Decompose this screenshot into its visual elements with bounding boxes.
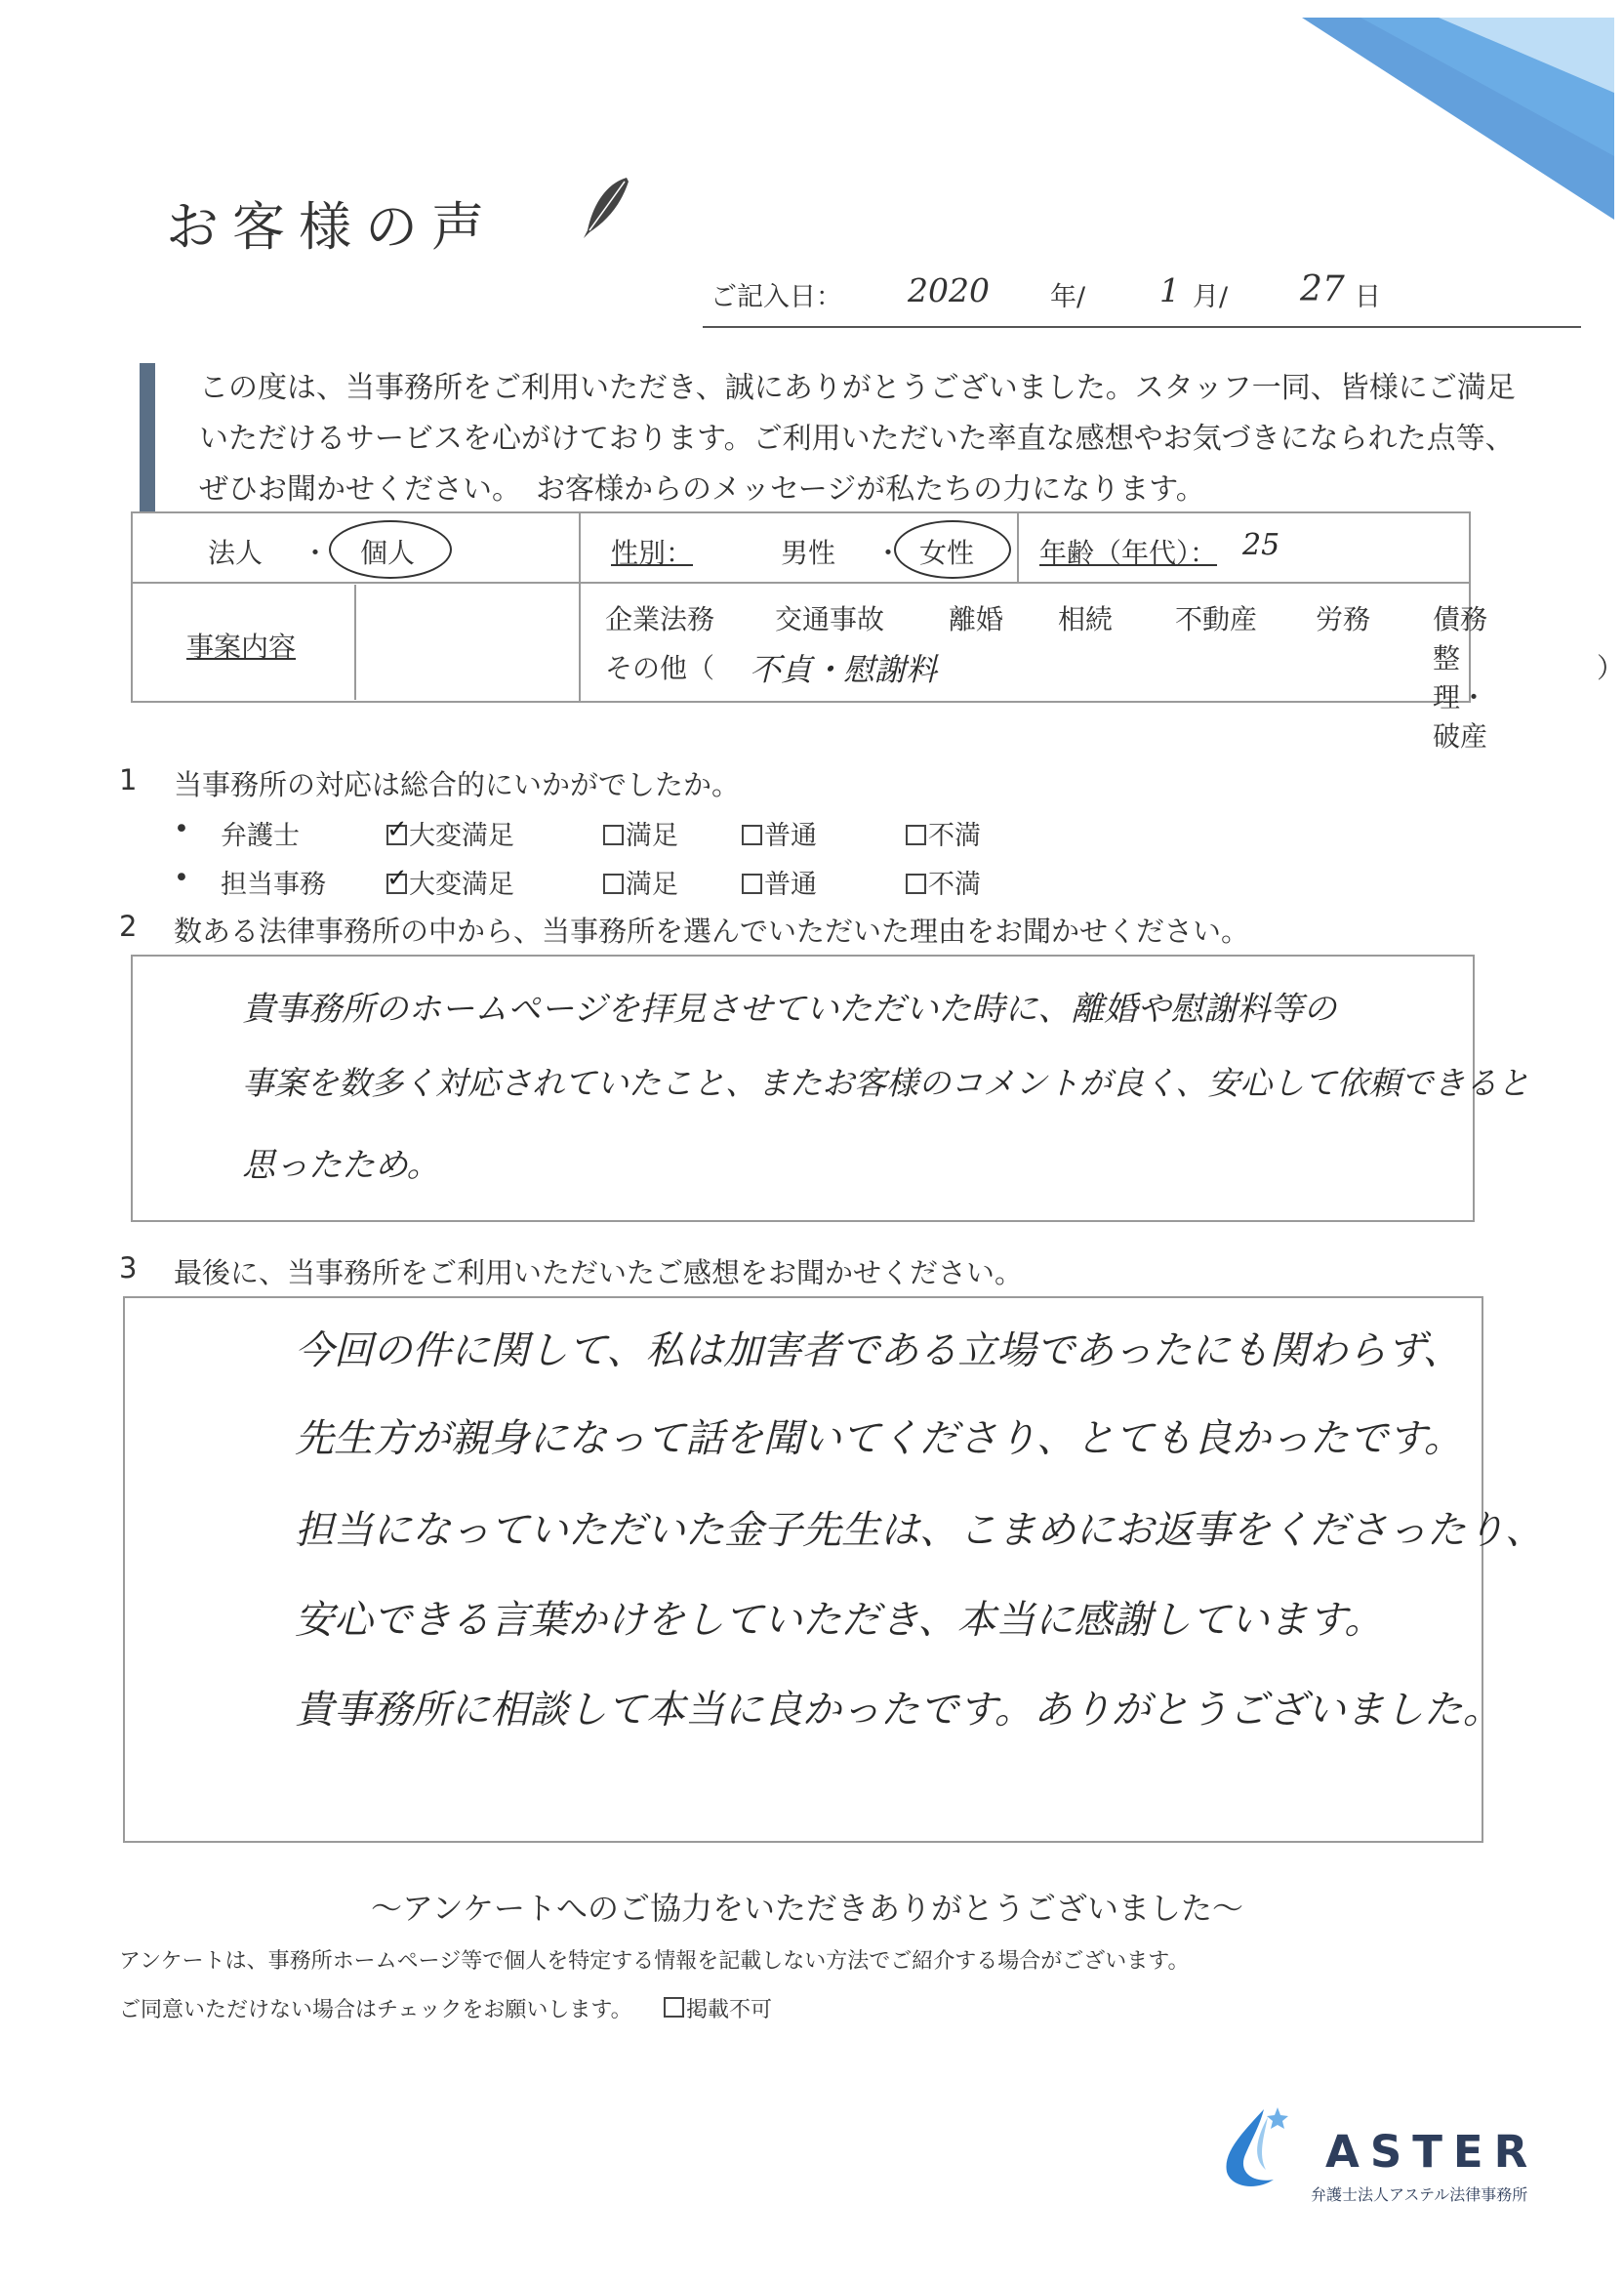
case-type: 労務 (1316, 603, 1371, 635)
case-type: 離婚 (949, 603, 1004, 635)
age-label: 年齢（年代）： (1039, 537, 1218, 569)
q1-option[interactable]: 不満 (906, 863, 981, 901)
other-close: ） (1597, 652, 1624, 684)
checkbox[interactable] (386, 815, 408, 845)
female-circle (894, 520, 1011, 579)
consent-note: ご同意いただけない場合はチェックをお願いします。 (119, 1998, 632, 2022)
q1-option[interactable]: 普通 (742, 863, 817, 901)
date-month-value: 1 (1159, 271, 1180, 309)
date-day-value: 27 (1300, 269, 1345, 309)
checkbox[interactable] (742, 874, 762, 894)
female-label: 女性 (919, 537, 975, 569)
check-icon: ✓ (386, 864, 408, 893)
thanks-message: ～アンケートへのご協力をいただきありがとうございました～ (370, 1890, 1244, 1927)
no-publish-checkbox[interactable] (664, 1997, 684, 2018)
q3-answer-line: 安心できる言葉かけをしていただき、本当に感謝しています。 (295, 1598, 1384, 1643)
q3-answer-line: 今回の件に関して、私は加害者である立場であったにも関わらず、 (295, 1328, 1462, 1373)
q3-answer-box[interactable] (123, 1296, 1544, 1843)
bullet: • (174, 814, 189, 844)
checkbox[interactable] (906, 874, 926, 894)
date-month-unit: 月/ (1193, 282, 1229, 312)
individual-label: 個人 (360, 537, 416, 569)
q1-row-label: 担当事務 (221, 870, 326, 900)
q2-question: 数ある法律事務所の中から、当事務所を選んでいただいた理由をお聞かせください。 (174, 915, 1250, 948)
q1-option[interactable]: 満足 (603, 863, 678, 901)
q1-option-checked[interactable]: ✓ 大変満足 (386, 815, 514, 851)
q2-answer-line: 貴事務所のホームページを拝見させていただいた時に、離婚や慰謝料等の (242, 990, 1337, 1029)
other-value: 不貞・慰謝料 (750, 651, 938, 688)
q1-option-checked[interactable]: ✓ 大変満足 (386, 864, 514, 900)
page-title: お客様の声 (166, 196, 498, 258)
checkbox[interactable] (603, 874, 624, 894)
dot-separator: ・ (874, 537, 903, 569)
q3-question: 最後に、当事務所をご利用いただいたご感想をお聞かせください。 (174, 1256, 1024, 1289)
intro-line: いただけるサービスを心がけております。ご利用いただいた率直な感想やお気づきになられた点等、 (199, 422, 1515, 456)
q2-answer-box[interactable] (131, 955, 1530, 1222)
intro-line: この度は、当事務所をご利用いただき、誠にありがとうございました。スタッフ一同、皆様にご満足 (199, 371, 1516, 405)
intro-text (199, 363, 1516, 515)
case-type: 不動産 (1175, 603, 1258, 635)
no-publish-option[interactable] (664, 1993, 772, 2023)
checkbox[interactable] (906, 825, 926, 845)
q3-number: 3 (119, 1251, 138, 1285)
info-table (131, 511, 1624, 753)
date-day-unit: 日 (1355, 282, 1381, 312)
male-label: 男性 (781, 537, 836, 569)
corp-label: 法人 (208, 537, 264, 569)
q1-row-label: 弁護士 (221, 821, 300, 851)
q3-answer-line: 先生方が親身になって話を聞いてくださり、とても良かったです。 (295, 1416, 1463, 1461)
q2-answer-line: 事案を数多く対応されていたこと、またお客様のコメントが良く、安心して依頼できると (242, 1064, 1530, 1102)
feather-icon (578, 174, 636, 242)
bullet: • (174, 863, 189, 893)
case-type: 企業法務 (605, 603, 715, 635)
intro-accent-bar (140, 363, 155, 511)
individual-circle (329, 520, 452, 579)
date-label: ご記入日： (710, 282, 842, 312)
q3-answer-line: 貴事務所に相談して本当に良かったです。ありがとうございました。 (295, 1688, 1502, 1733)
checkbox[interactable] (386, 864, 408, 894)
client-type-cell (132, 512, 580, 583)
age-value: 25 (1242, 528, 1280, 562)
case-type: 交通事故 (775, 603, 885, 635)
case-types-cell (580, 583, 1624, 753)
q1-option[interactable]: 不満 (906, 814, 981, 852)
q1-option[interactable]: 普通 (742, 814, 817, 852)
q1-number: 1 (119, 763, 138, 796)
q3-answer-line: 担当になっていただいた金子先生は、こまめにお返事をくださったり、 (295, 1508, 1544, 1553)
corner-decoration (1302, 0, 1614, 224)
checkbox[interactable] (742, 825, 762, 845)
disclaimer-note: アンケートは、事務所ホームページ等で個人を特定する情報を記載しない方法でご紹介する場合がございます。 (119, 1949, 1190, 1974)
gender-cell (580, 512, 1018, 583)
date-row (703, 265, 1581, 328)
logo-subtitle: 弁護士法人アステル法律事務所 (1311, 2185, 1528, 2204)
q1-question: 当事務所の対応は総合的にいかがでしたか。 (174, 768, 741, 801)
q2-answer-line: 思ったため。 (242, 1146, 440, 1185)
dot-separator: ・ (302, 537, 330, 569)
no-publish-label: 掲載不可 (686, 1998, 773, 2022)
date-year-unit: 年/ (1050, 282, 1086, 312)
logo-name: ASTER (1325, 2126, 1539, 2178)
other-label: その他（ (605, 652, 715, 684)
case-type: 債務整理・破産 (1433, 603, 1488, 753)
date-year-value: 2020 (908, 271, 990, 309)
gender-label: 性別： (611, 537, 694, 569)
q1-option[interactable]: 満足 (603, 814, 678, 852)
aster-logo-icon (1213, 2103, 1301, 2193)
q2-number: 2 (119, 910, 138, 943)
age-cell (1018, 512, 1470, 583)
case-type: 相続 (1058, 603, 1114, 635)
case-label: 事案内容 (186, 631, 297, 663)
intro-line: ぜひお聞かせください。 お客様からのメッセージが私たちの力になります。 (199, 472, 1205, 507)
checkbox[interactable] (603, 825, 624, 845)
check-icon: ✓ (386, 815, 408, 844)
